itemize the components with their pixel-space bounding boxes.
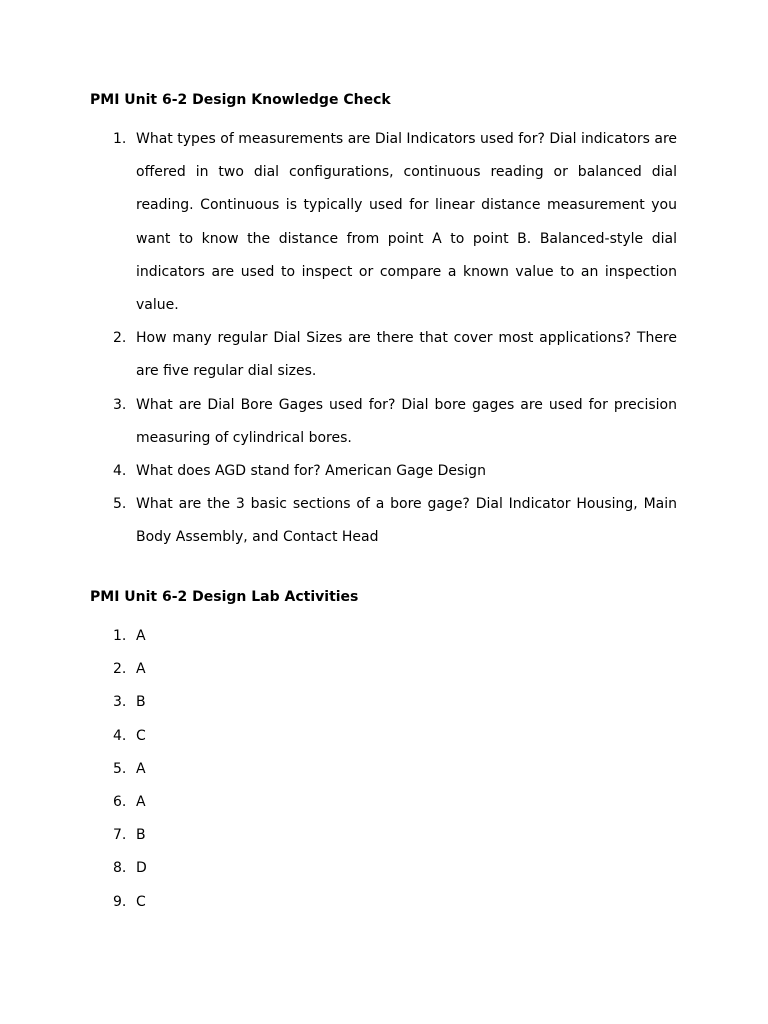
list-item: [90, 653, 677, 686]
list-item-text: How many regular Dial Sizes are there that cover most applications? There are five regular dial sizes.: [136, 330, 677, 380]
lab-activities-list: [90, 620, 677, 919]
list-item-text: A: [136, 760, 146, 777]
list-item-text: A: [136, 794, 146, 811]
list-item-text: D: [136, 860, 147, 877]
list-item-number: 9.: [113, 893, 127, 910]
list-item-text: C: [136, 727, 146, 744]
list-item: [90, 620, 677, 653]
list-item-number: 1.: [113, 628, 127, 644]
list-item: [90, 455, 677, 488]
list-item-text: What types of measurements are Dial Indicators used for? Dial indicators are offered in two dial configurations, continuous reading or balanced dial reading. Continuous is typically used for linear distance measurement you want to know the distance from point A to point B. Balanced-style dial indicators are used to inspect or compare a known value to an inspection value.: [136, 131, 677, 314]
list-item: [90, 488, 677, 554]
list-item: [90, 886, 677, 919]
list-item: [90, 753, 677, 786]
list-item-number: 5.: [113, 496, 127, 513]
list-item-text: B: [136, 694, 146, 711]
list-item-text: What does AGD stand for? American Gage Design: [136, 463, 486, 480]
list-item-text: A: [136, 661, 146, 678]
list-item-text: A: [136, 628, 146, 644]
list-item-number: 5.: [113, 760, 127, 777]
knowledge-check-heading: PMI Unit 6-2 Design Knowledge Check: [90, 92, 391, 108]
list-item-number: 2.: [113, 661, 127, 678]
list-item-number: 1.: [113, 131, 127, 147]
list-item: [90, 720, 677, 753]
list-item-text: C: [136, 893, 146, 910]
list-item-text: What are Dial Bore Gages used for? Dial bore gages are used for precision measuring of cylindrical bores.: [136, 396, 677, 446]
list-item-number: 3.: [113, 396, 127, 413]
list-item-number: 4.: [113, 727, 127, 744]
list-item-number: 7.: [113, 827, 127, 844]
lab-activities-heading: PMI Unit 6-2 Design Lab Activities: [90, 589, 359, 605]
list-item: [90, 123, 677, 322]
list-item-number: 2.: [113, 330, 127, 347]
list-item: [90, 852, 677, 885]
list-item-number: 4.: [113, 463, 127, 480]
list-item: [90, 819, 677, 852]
list-item-number: 6.: [113, 794, 127, 811]
list-item-text: What are the 3 basic sections of a bore gage? Dial Indicator Housing, Main Body Assembly, and Contact Head: [136, 496, 677, 546]
list-item: [90, 686, 677, 719]
list-item: [90, 786, 677, 819]
list-item-text: B: [136, 827, 146, 844]
list-item: [90, 389, 677, 455]
knowledge-check-list: [90, 123, 677, 555]
list-item: [90, 322, 677, 388]
list-item-number: 3.: [113, 694, 127, 711]
list-item-number: 8.: [113, 860, 127, 877]
